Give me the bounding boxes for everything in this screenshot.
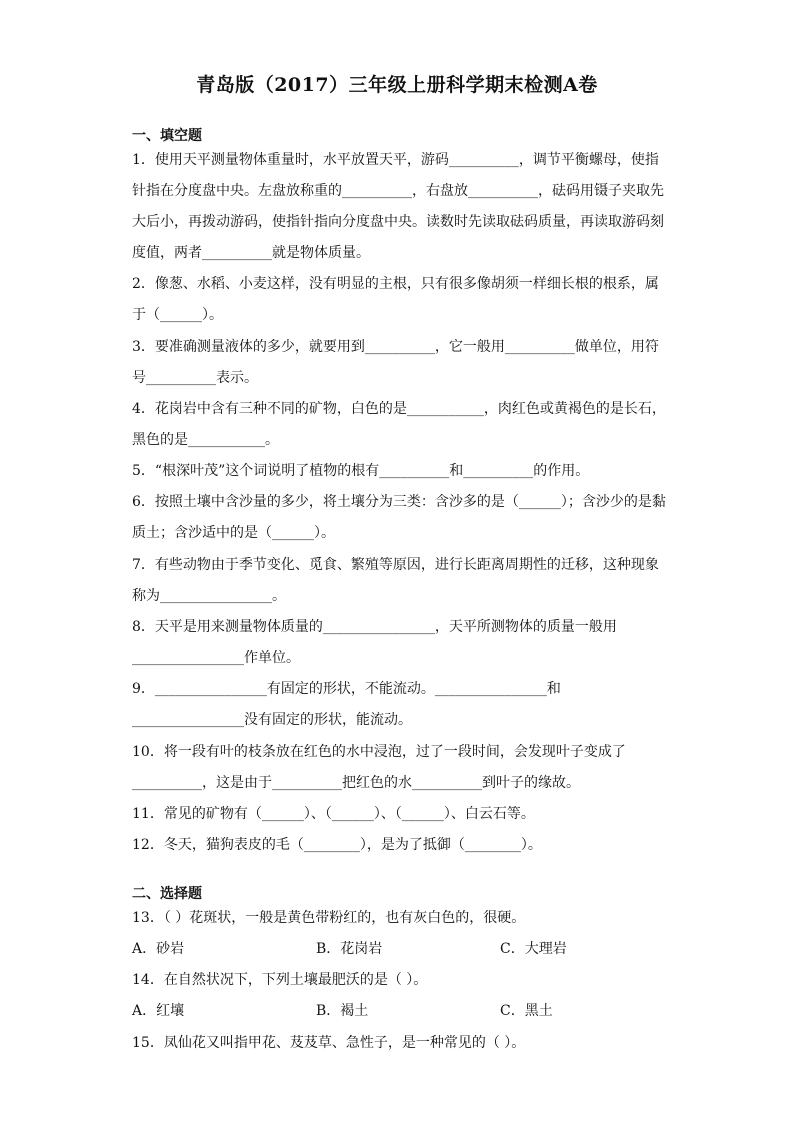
choice-option: B．花岗岩 xyxy=(316,941,383,957)
page-title: 青岛版（2017）三年级上册科学期末检测A卷 xyxy=(196,74,598,96)
choice-option: A．砂岩 xyxy=(132,941,185,957)
question-line: 9．________________有固定的形状，不能流动。________________和 xyxy=(132,681,561,697)
question-line: 称为________________。 xyxy=(132,588,286,604)
question-stem: 15．凤仙花又叫指甲花、芨芨草、急性子，是一种常见的（ ）。 xyxy=(132,1035,526,1051)
question-line: 10．将一段有叶的枝条放在红色的水中浸泡，过了一段时间，会发现叶子变成了 xyxy=(132,744,626,760)
section-heading-fill: 一、填空题 xyxy=(132,128,202,144)
question-line: 1．使用天平测量物体重量时，水平放置天平，游码__________，调节平衡螺母，使指 xyxy=(132,152,659,168)
section-heading-choice: 二、选择题 xyxy=(132,886,202,902)
question-line: 号__________表示。 xyxy=(132,370,258,386)
question-line: ________________没有固定的形状，能流动。 xyxy=(132,712,412,728)
question-line: 8．天平是用来测量物体质量的________________，天平所测物体的质量一般用 xyxy=(132,619,617,635)
question-line: 度值，两者__________就是物体质量。 xyxy=(132,245,370,261)
question-line: 7．有些动物由于季节变化、觅食、繁殖等原因，进行长距离周期性的迁移，这种现象 xyxy=(132,557,659,573)
question-line: 2．像葱、水稻、小麦这样，没有明显的主根，只有很多像胡须一样细长根的根系，属 xyxy=(132,276,659,292)
question-line: 针指在分度盘中央。左盘放称重的__________，右盘放__________，砝码用镊子夹取先 xyxy=(132,183,664,199)
question-line: 大后小，再拨动游码，使指针指向分度盘中央。读数时先读取砝码质量，再读取游码刻 xyxy=(132,214,664,230)
question-line: 4．花岗岩中含有三种不同的矿物，白色的是___________，肉红色或黄褐色的是长石， xyxy=(132,401,666,417)
question-line: 于（______）。 xyxy=(132,307,223,323)
question-line: 5．“根深叶茂”这个词说明了植物的根有__________和__________的作用。 xyxy=(132,463,590,479)
question-stem: 13．（ ）花斑状，一般是黄色带粉红的，也有灰白色的，很硬。 xyxy=(132,910,526,926)
question-line: 11．常见的矿物有（______）、（______）、（______）、白云石等。 xyxy=(132,806,535,822)
question-line: 质土；含沙适中的是（______）。 xyxy=(132,525,335,541)
question-line: 6．按照土壤中含沙量的多少，将土壤分为三类：含沙多的是（______）；含沙少的是黏 xyxy=(132,494,666,510)
question-line: 3．要准确测量液体的多少，就要用到__________，它一般用__________做单位，用符 xyxy=(132,339,659,355)
question-stem: 14．在自然状况下，下列土壤最肥沃的是（ ）。 xyxy=(132,972,428,988)
question-line: 黑色的是___________。 xyxy=(132,432,279,448)
question-line: 12．冬天，猫狗表皮的毛（________），是为了抵御（________）。 xyxy=(132,837,542,853)
choice-option: C．大理岩 xyxy=(500,941,567,957)
choice-option: B．褐土 xyxy=(316,1003,369,1019)
question-line: __________，这是由于__________把红色的水__________到叶子的缘故。 xyxy=(132,775,580,791)
question-line: ________________作单位。 xyxy=(132,650,300,666)
choice-option: C．黑土 xyxy=(500,1003,553,1019)
choice-option: A．红壤 xyxy=(132,1003,185,1019)
